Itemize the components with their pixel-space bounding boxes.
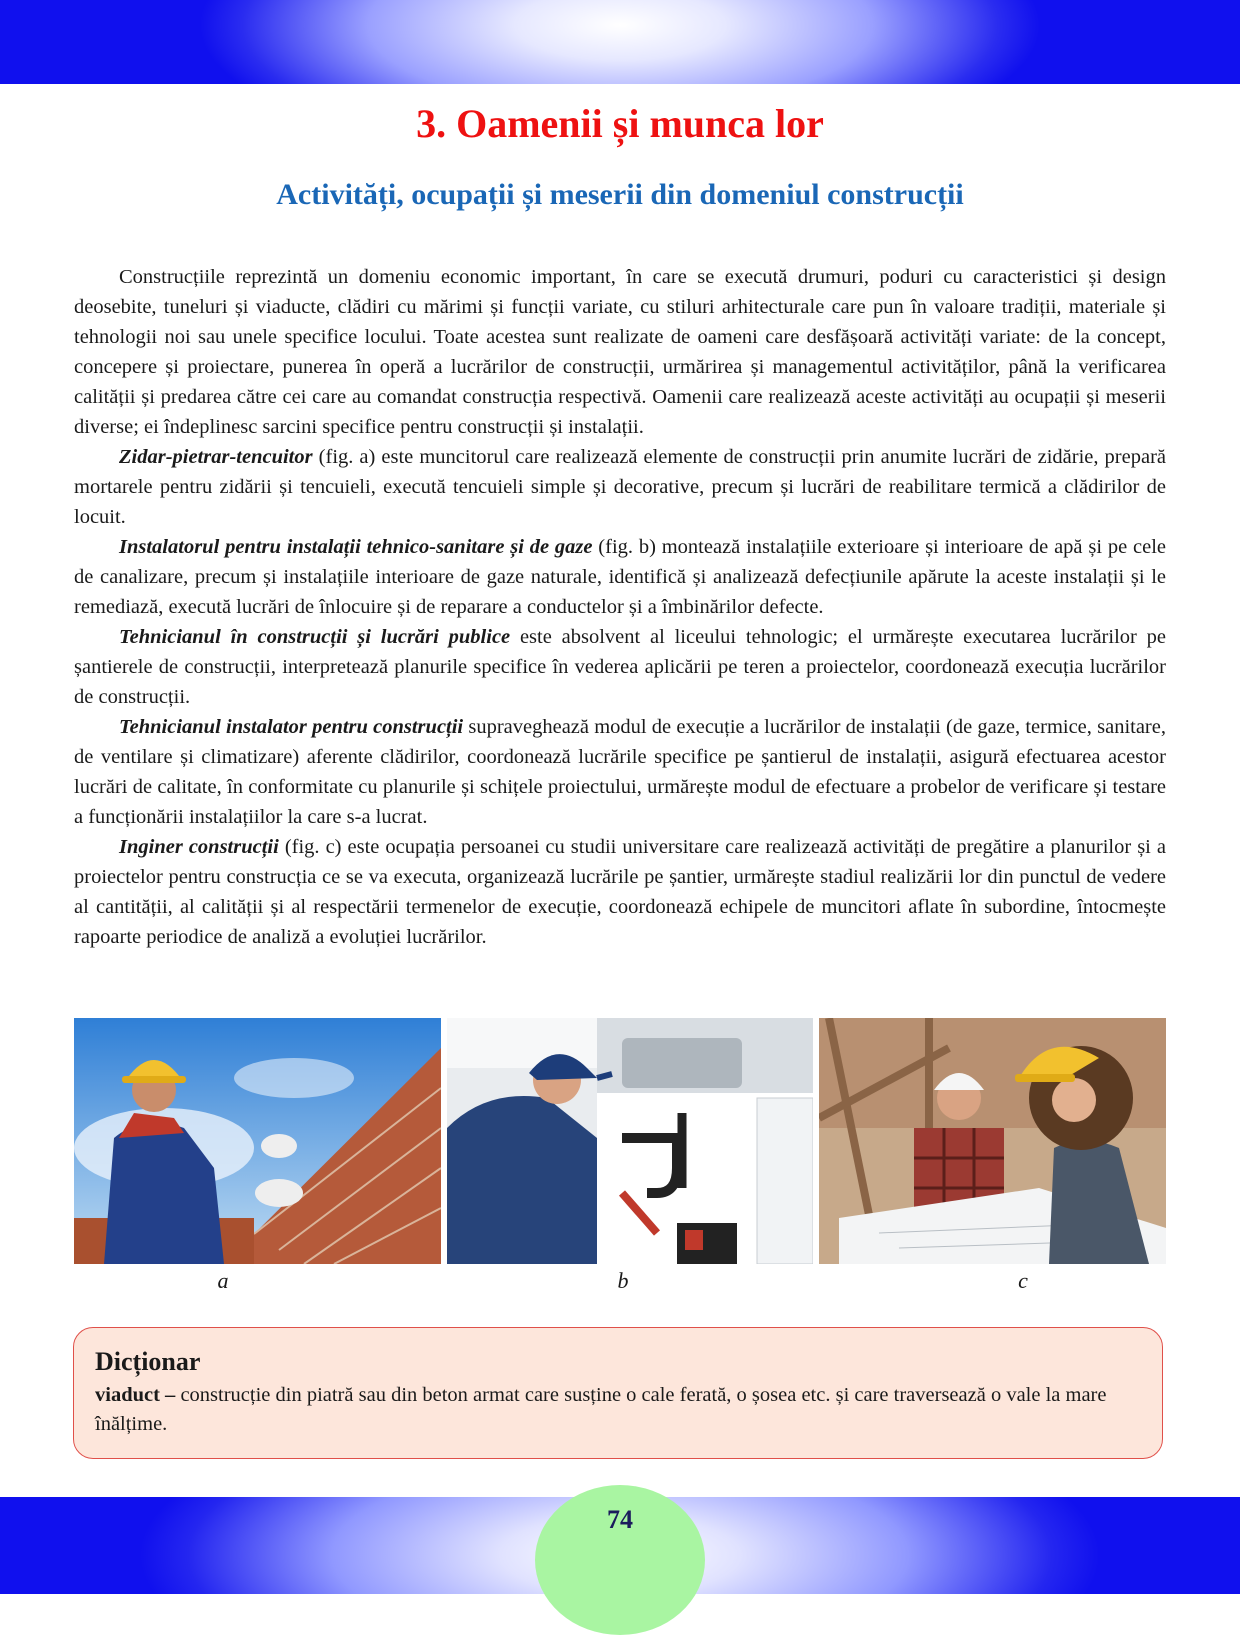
job-term: Zidar-pietrar-tencuitor [119,446,313,468]
job-term: Instalatorul pentru instalații tehnico-sanitare și de gaze [119,536,593,558]
dictionary-box [73,1327,1163,1459]
intro-paragraph: Construcțiile reprezintă un domeniu economic important, în care se execută drumuri, poduri cu caracteristici și design deosebite, tuneluri și viaducte, clădiri cu mărimi și funcții variate, cu stiluri arhitecturale care pun în valoare tradiții, materiale și tehnologii noi sau unele specifice locului. Toate acestea sunt realizate de oameni care desfășoară activități variate: de la concept, concepere și proiectare, punerea în operă a lucrărilor de construcții, urmărirea și managementul activităților, până la verificarea calității și predarea către cei care au comandat construcția respectivă. Oamenii care realizează aceste activități au ocupații și meserii diverse; ei îndeplinesc sarcini specifice pentru construcții și instalații. [74,266,1166,438]
figure-bricklayer-photo [74,1018,441,1264]
job-paragraph [74,442,1166,532]
job-paragraph [74,532,1166,622]
figure-caption-c: c [1018,1268,1028,1293]
body-text [74,262,1166,952]
job-paragraph [74,622,1166,712]
job-term: Inginer construcții [119,836,279,858]
job-description: (fig. a) este muncitorul care realizează elemente de construcții prin anumite lucrări de zidărie, prepară mortarele pentru zidării și tencuieli, execută tencuieli simple și decorative, precum și lucrări de reabilitare termică a clădirilor de locuit. [74,446,1166,528]
job-term: Tehnicianul în construcții și lucrări publice [119,626,511,648]
dictionary-definition: construcție din piatră sau din beton armat care susține o cale ferată, o șosea etc. și care traversează o vale la mare înălțime. [95,1384,1107,1435]
job-paragraph [74,832,1166,952]
job-description: (fig. b) montează instalațiile exterioare și interioare de apă și pe cele de canalizare, precum și instalațiile interioare de gaze naturale, identifică și analizează defecțiunile apărute la aceste instalații și le remediază, execută lucrări de înlocuire și de reparare a conductelor și a îmbinărilor defecte. [74,536,1166,618]
chapter-title: 3. Oamenii și munca lor [416,101,824,146]
figure-caption-b: b [617,1268,629,1293]
job-paragraph [74,712,1166,832]
figure-engineers-photo [819,1018,1166,1264]
job-term: Tehnicianul instalator pentru construcții [119,716,464,738]
figure-plumber-photo [447,1018,813,1264]
dictionary-title: Dicționar [95,1347,201,1376]
header-band [0,0,1240,84]
section-title: Activități, ocupații și meserii din domeniul construcții [276,178,964,211]
dictionary-entry [95,1381,1135,1439]
figure-caption-a: a [217,1268,229,1293]
job-description: este absolvent al liceului tehnologic; el urmărește executarea lucrărilor pe șantierele de construcții, interpretează planurile specifice în vederea aplicării pe teren a proiectelor, coordonează execuția lucrărilor de construcții. [74,626,1166,708]
job-description: supraveghează modul de execuție a lucrărilor de instalații (de gaze, termice, sanitare, de ventilare și climatizare) aferente clădirilor, coordonează lucrările specifice pe șantierul de instalații, asigură efectuarea acestor lucrări de calitate, în conformitate cu planurile și schițele proiectului, urmărește modul de efectuare a probelor de verificare și testare a funcționării instalațiilor la care s-a lucrat. [74,716,1166,828]
job-description: (fig. c) este ocupația persoanei cu studii universitare care realizează activități de pregătire a planurilor și a proiectelor pentru construcția ce se va executa, organizează lucrările pe șantier, urmărește stadiul realizării lor din punctul de vedere al cantității, al calității și al respectării termenelor de execuție, coordonează echipele de muncitori aflate în subordine, întocmește rapoarte periodice de analiză a evoluției lucrărilor. [74,836,1166,948]
page-number: 74 [607,1505,633,1534]
dictionary-term: viaduct – [95,1384,176,1406]
